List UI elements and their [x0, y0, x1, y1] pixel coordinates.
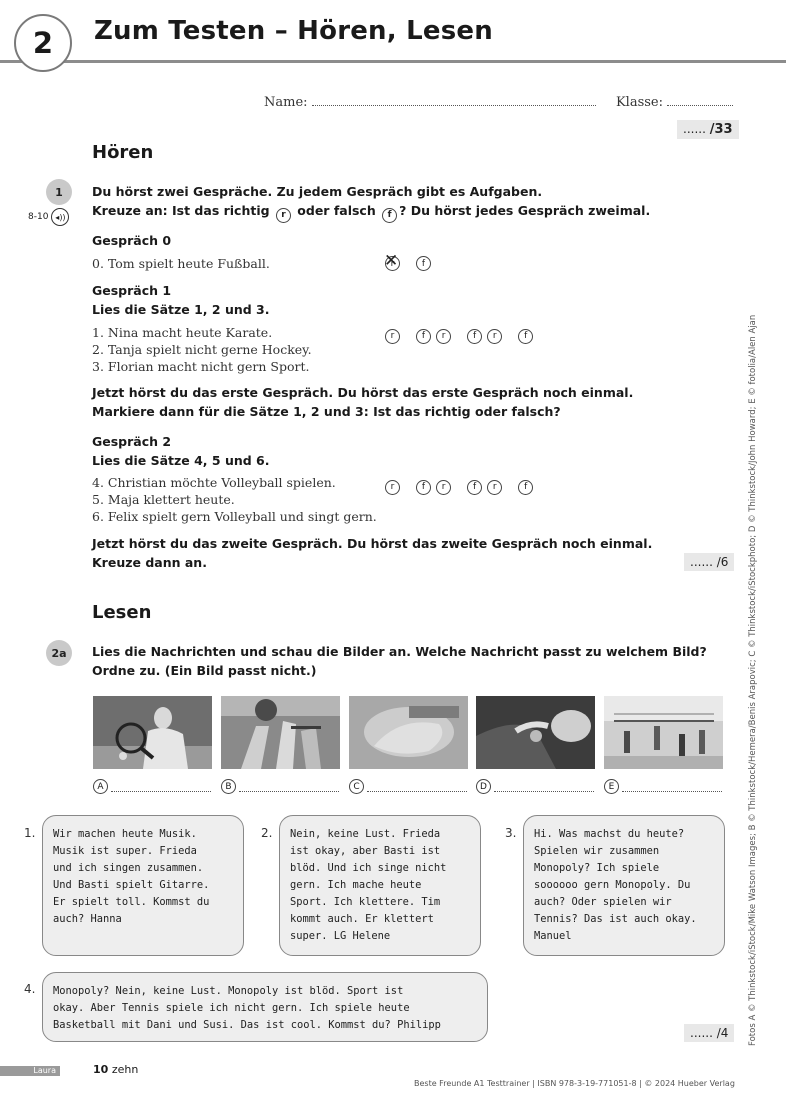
picture-label-c — [349, 779, 467, 794]
hoeren-instructions — [92, 182, 650, 223]
unit-number: 2 — [32, 26, 54, 60]
picture-label-a — [93, 779, 211, 794]
page-title: Zum Testen – Hören, Lesen — [94, 16, 493, 46]
audio-track — [28, 208, 69, 226]
total-score-value: /33 — [709, 122, 733, 137]
class-label: Klasse: — [615, 95, 663, 110]
page-number-digits: 10 — [93, 1063, 109, 1076]
answer-line-e[interactable] — [622, 782, 722, 792]
answers-4-6 — [385, 474, 533, 497]
hoeren-score — [684, 553, 734, 571]
lesen-instructions — [92, 642, 707, 680]
task-number-2a: 2a — [51, 646, 67, 660]
picture-letter-e: E — [604, 779, 619, 794]
after-2-line-1: Jetzt hörst du das zweite Gespräch. Du hörst das zweite Gespräch noch einmal. — [92, 536, 653, 551]
lesen-score-value: /4 — [716, 1026, 729, 1040]
section-title-hoeren: Hören — [92, 142, 154, 163]
after-1-line-1: Jetzt hörst du das erste Gespräch. Du hörst das erste Gespräch noch einmal. — [92, 385, 634, 400]
header-rule — [0, 60, 786, 63]
instruction-line-2 — [92, 201, 650, 223]
falsch-checkbox[interactable]: f — [416, 329, 431, 344]
gespraech-2-statements — [92, 474, 377, 525]
answer-4 — [385, 480, 431, 495]
gespraech-1-statements — [92, 324, 312, 375]
statement-0: 0. Tom spielt heute Fußball. — [92, 256, 270, 271]
name-field[interactable] — [312, 94, 596, 106]
photo-a-tennis — [93, 696, 212, 769]
falsch-checkbox[interactable]: f — [467, 480, 482, 495]
message-bubble-3: Hi. Was machst du heute? Spielen wir zusammen Monopoly? Ich spiele soooooo gern Monopoly. Du auch? Oder spielen wir Tennis? Das ist auch okay. Manuel — [523, 815, 725, 956]
class-field[interactable] — [667, 94, 733, 106]
richtig-checkbox[interactable]: r — [436, 480, 451, 495]
gespraech-2-heading — [92, 432, 270, 470]
hoeren-score-value: /6 — [716, 555, 729, 569]
answer-1 — [385, 329, 431, 344]
photo-b-basketball — [221, 696, 340, 769]
picture-label-b — [221, 779, 339, 794]
falsch-checkbox[interactable]: f — [416, 256, 431, 271]
photo-e-volleyball — [604, 696, 723, 769]
richtig-symbol-icon: r — [276, 208, 291, 223]
falsch-checkbox[interactable]: f — [518, 329, 533, 344]
photo-d-climbing — [476, 696, 595, 769]
richtig-checkbox[interactable]: r — [487, 480, 502, 495]
falsch-checkbox[interactable]: f — [518, 480, 533, 495]
lesen-score — [684, 1024, 734, 1042]
richtig-checkbox[interactable]: r — [487, 329, 502, 344]
picture-letter-d: D — [476, 779, 491, 794]
after-1-line-2: Markiere dann für die Sätze 1, 2 und 3: Ist das richtig oder falsch? — [92, 404, 561, 419]
picture-letter-c: C — [349, 779, 364, 794]
footer-name-tag: Laura — [0, 1066, 60, 1076]
richtig-checkbox-crossed[interactable]: r ✕ — [385, 256, 400, 271]
imprint: Beste Freunde A1 Testtrainer | ISBN 978-3-19-771051-8 | © 2024 Hueber Verlag — [414, 1079, 735, 1088]
total-score — [677, 120, 739, 139]
page-number — [93, 1063, 138, 1076]
gespraech-1-after — [92, 383, 633, 421]
student-info — [264, 94, 733, 110]
audio-icon[interactable]: ◂)) — [51, 208, 69, 226]
name-label: Name: — [264, 95, 308, 110]
gespraech-2-subtitle: Lies die Sätze 4, 5 und 6. — [92, 453, 270, 468]
gespraech-0-title: Gespräch 0 — [92, 233, 172, 248]
statement-3: 3. Florian macht nicht gern Sport. — [92, 359, 310, 374]
task-badge-2a — [46, 640, 72, 666]
total-score-blank[interactable]: ...... — [683, 122, 706, 136]
gespraech-1-title: Gespräch 1 — [92, 283, 172, 298]
hoeren-score-blank[interactable]: ...... — [690, 555, 713, 569]
statement-5: 5. Maja klettert heute. — [92, 492, 235, 507]
after-2-line-2: Kreuze dann an. — [92, 555, 207, 570]
instruction-2c: ? Du hörst jedes Gespräch zweimal. — [399, 203, 651, 218]
message-number-2: 2. — [261, 826, 273, 840]
gespraech-1-subtitle: Lies die Sätze 1, 2 und 3. — [92, 302, 270, 317]
lesen-instruction-1: Lies die Nachrichten und schau die Bilder an. Welche Nachricht passt zu welchem Bild? — [92, 644, 707, 659]
answer-6 — [487, 480, 533, 495]
answer-2 — [436, 329, 482, 344]
instruction-2b: oder falsch — [297, 203, 376, 218]
answer-3 — [487, 329, 533, 344]
lesen-score-blank[interactable]: ...... — [690, 1026, 713, 1040]
section-title-lesen: Lesen — [92, 602, 152, 623]
falsch-symbol-icon: f — [382, 208, 397, 223]
message-bubble-4: Monopoly? Nein, keine Lust. Monopoly ist blöd. Sport ist okay. Aber Tennis spiele ich nicht gern. Ich spiele heute Basketball mit Dani und Susi. Das ist cool. Kommst du? Philipp — [42, 972, 488, 1042]
message-number-4: 4. — [24, 982, 36, 996]
falsch-checkbox[interactable]: f — [416, 480, 431, 495]
message-number-3: 3. — [505, 826, 517, 840]
unit-number-badge — [14, 14, 72, 72]
gespraech-2-title: Gespräch 2 — [92, 434, 172, 449]
photo-c-hand — [349, 696, 468, 769]
answer-line-b[interactable] — [239, 782, 339, 792]
lesen-instruction-2: Ordne zu. (Ein Bild passt nicht.) — [92, 663, 317, 678]
message-bubble-2: Nein, keine Lust. Frieda ist okay, aber Basti ist blöd. Und ich singe nicht gern. Ich mache heute Sport. Ich klettere. Tim kommt auch. Er klettert super. LG Helene — [279, 815, 481, 956]
richtig-checkbox[interactable]: r — [385, 329, 400, 344]
instruction-2a: Kreuze an: Ist das richtig — [92, 203, 270, 218]
answer-line-c[interactable] — [367, 782, 467, 792]
picture-label-d — [476, 779, 594, 794]
page-number-word: zehn — [111, 1063, 139, 1076]
gespraech-2-after — [92, 534, 652, 572]
answers-1-3 — [385, 323, 533, 346]
photo-credits: Fotos A © Thinkstock/iStock/Mike Watson Images; B © Thinkstock/Hemera/Benis Arapovic; C © Thinkstock/iStockphoto; D © Thinkstock/John Howard; E © fotolia/Alen Ajan — [748, 314, 758, 1046]
picture-letter-a: A — [93, 779, 108, 794]
task-number-1: 1 — [55, 185, 63, 199]
richtig-checkbox[interactable]: r — [436, 329, 451, 344]
falsch-checkbox[interactable]: f — [467, 329, 482, 344]
richtig-checkbox[interactable]: r — [385, 480, 400, 495]
picture-letter-b: B — [221, 779, 236, 794]
gespraech-1-heading — [92, 281, 270, 319]
message-number-1: 1. — [24, 826, 36, 840]
statement-1: 1. Nina macht heute Karate. — [92, 325, 273, 340]
task-badge-1 — [46, 179, 72, 205]
picture-label-e — [604, 779, 722, 794]
answer-0 — [385, 256, 431, 271]
track-number: 8-10 — [28, 212, 49, 222]
statement-4: 4. Christian möchte Volleyball spielen. — [92, 475, 336, 490]
instruction-line-1: Du hörst zwei Gespräche. Zu jedem Gespräch gibt es Aufgaben. — [92, 184, 543, 199]
statement-6: 6. Felix spielt gern Volleyball und singt gern. — [92, 509, 377, 524]
message-bubble-1: Wir machen heute Musik. Musik ist super. Frieda und ich singen zusammen. Und Basti spielt Gitarre. Er spielt toll. Kommst du auch? Hanna — [42, 815, 244, 956]
statement-2: 2. Tanja spielt nicht gerne Hockey. — [92, 342, 312, 357]
answer-line-a[interactable] — [111, 782, 211, 792]
answer-line-d[interactable] — [494, 782, 594, 792]
answer-5 — [436, 480, 482, 495]
